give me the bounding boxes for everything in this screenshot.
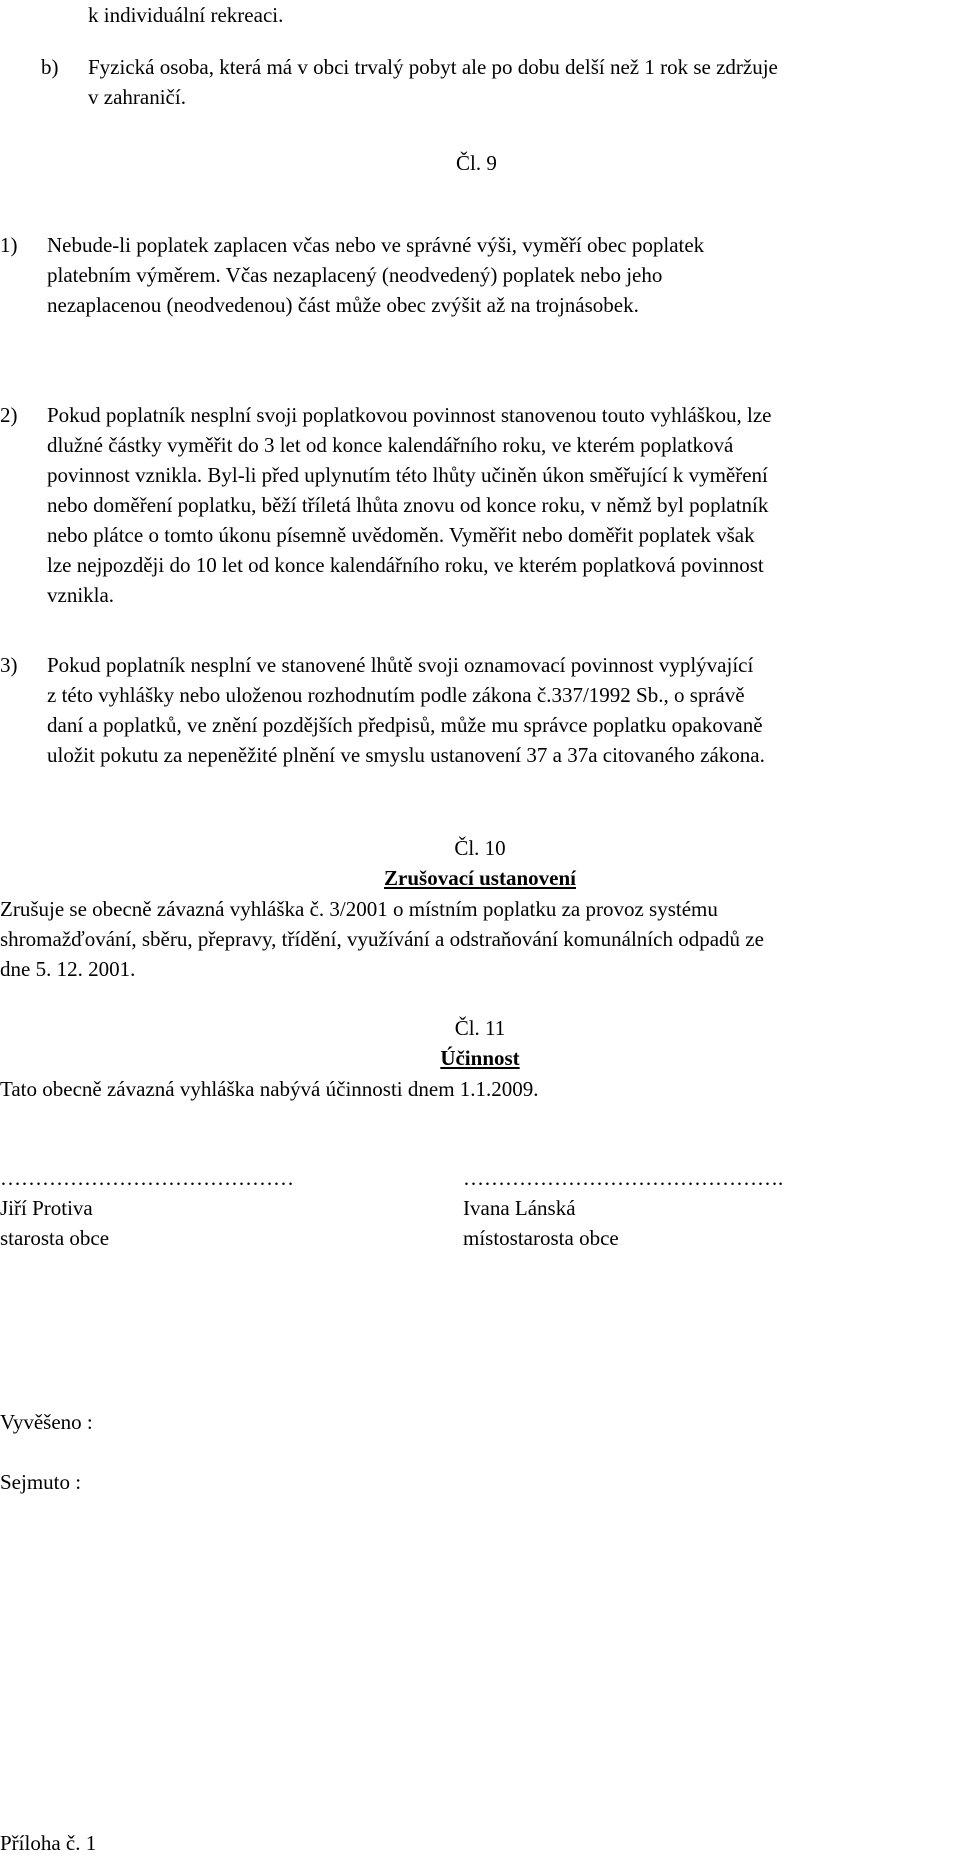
text-line: z této vyhlášky nebo uloženou rozhodnutím podle zákona č.337/1992 Sb., o správě [47,683,745,707]
posted-label: Vyvěšeno : [0,1410,93,1434]
text-line: daní a poplatků, ve znění pozdějších předpisů, může mu správce poplatku opakovaně [47,713,763,737]
article-title: Účinnost [440,1046,520,1070]
list-marker: 1) [0,233,18,257]
text-line: Zrušuje se obecně závazná vyhláška č. 3/2001 o místním poplatku za provoz systému [0,897,718,921]
signature-block-right [463,1163,783,1253]
paragraph-fragment [88,0,283,30]
article-title: Zrušovací ustanovení [384,866,576,890]
list-marker: 2) [0,403,18,427]
text-line: Fyzická osoba, která má v obci trvalý pobyt ale po dobu delší než 1 rok se zdržuje [88,55,778,79]
text-line: Pokud poplatník nesplní ve stanovené lhůtě svoji oznamovací povinnost vyplývající [47,653,754,677]
text-line: lze nejpozději do 10 let od konce kalendářního roku, ve kterém poplatková povinnost [47,553,764,577]
text-line: k individuální rekreaci. [88,3,284,27]
text-line: nebo doměření poplatku, běží tříletá lhůta znovu od konce roku, v němž byl poplatník [47,493,769,517]
signatory-role: místostarosta obce [463,1226,619,1250]
list-marker: 3) [0,653,18,677]
text-line: dlužné částky vyměřit do 3 let od konce kalendářního roku, ve kterém poplatková [47,433,734,457]
text-line: platebním výměrem. Včas nezaplacený (neodvedený) poplatek nebo jeho [47,263,663,287]
article-heading: Čl. 10 [454,836,506,860]
paragraph-3 [0,650,765,770]
article-heading: Čl. 9 [456,151,497,175]
article-heading: Čl. 11 [454,1016,506,1040]
list-marker: b) [41,55,59,79]
paragraph-2 [0,400,771,610]
text-line: nezaplacenou (neodvedenou) část může obec zvýšit až na trojnásobek. [47,293,639,317]
article-11-body [0,1074,539,1104]
text-line: Nebude-li poplatek zaplacen včas nebo ve správné výši, vyměří obec poplatek [47,233,705,257]
text-line: nebo plátce o tomto úkonu písemně uvědoměn. Vyměřit nebo doměřit poplatek však [47,523,755,547]
text-line: dne 5. 12. 2001. [0,957,136,981]
appendix-label: Příloha č. 1 [0,1831,97,1855]
article-10-body [0,894,764,984]
text-line: v zahraničí. [88,85,186,109]
text-line: Tato obecně závazná vyhláška nabývá účinnosti dnem 1.1.2009. [0,1077,539,1101]
text-line: Pokud poplatník nesplní svoji poplatkovou povinnost stanovenou touto vyhláškou, lze [47,403,772,427]
text-line: vznikla. [47,583,115,607]
text-line: uložit pokutu za nepeněžité plnění ve smyslu ustanovení 37 a 37a citovaného zákona. [47,743,765,767]
signature-block-left [0,1163,294,1253]
list-item-b [41,52,778,112]
signatory-name: Jiří Protiva [0,1196,93,1220]
removed-label: Sejmuto : [0,1470,82,1494]
signatory-name: Ivana Lánská [463,1196,576,1220]
signature-line: …………………………………… [0,1166,294,1190]
text-line: shromažďování, sběru, přepravy, třídění, využívání a odstraňování komunálních odpadů ze [0,927,764,951]
signature-line: ………………………………………. [463,1166,784,1190]
signatory-role: starosta obce [0,1226,110,1250]
paragraph-1 [0,230,704,320]
text-line: povinnost vznikla. Byl-li před uplynutím této lhůty učiněn úkon směřující k vyměření [47,463,768,487]
